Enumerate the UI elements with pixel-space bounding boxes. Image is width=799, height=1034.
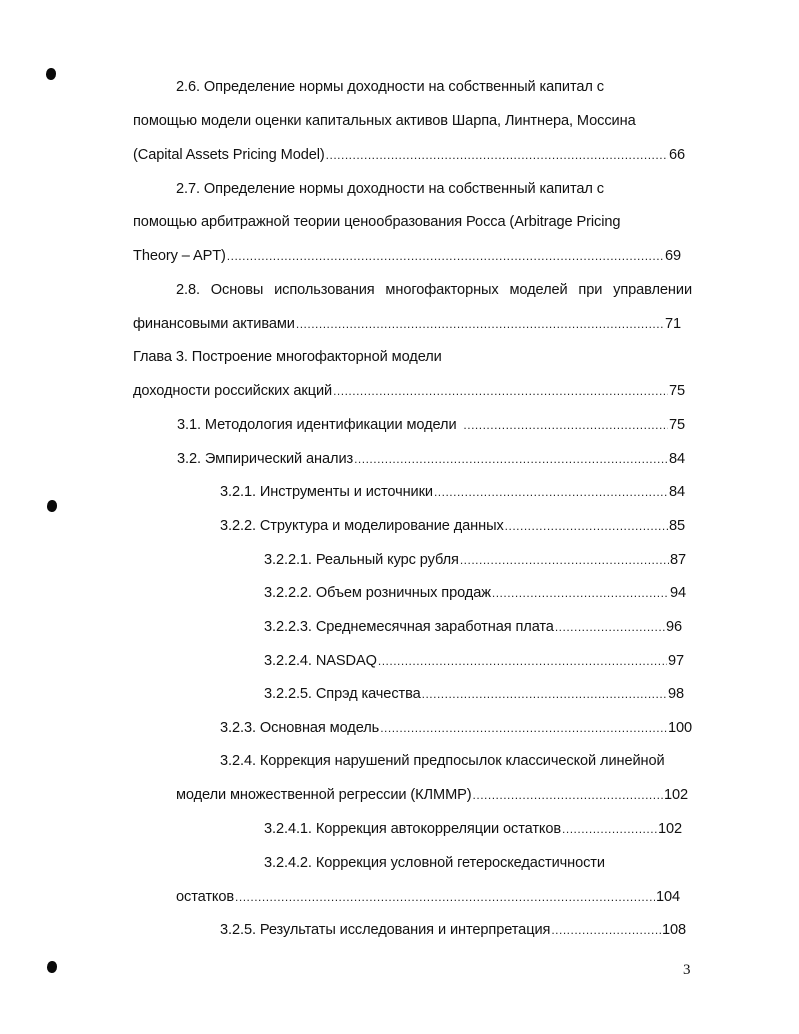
toc-page-number: 75 (668, 383, 685, 399)
toc-entry-label: финансовыми активами (133, 316, 295, 332)
toc-entry-label: 3.2.2.3. Среднемесячная заработная плата (264, 619, 554, 635)
toc-entry-label: 3.2.2.5. Спрэд качества (264, 686, 421, 702)
leader-dots (562, 820, 657, 838)
toc-entry-2-6-line-2: помощью модели оценки капитальных активов Шарпа, Линтнера, Моссина (133, 113, 636, 129)
toc-page-number: 69 (664, 248, 681, 264)
toc-entry-3-2-4-line-1: 3.2.4. Коррекция нарушений предпосылок классической линейной (220, 753, 665, 769)
leader-dots (463, 416, 668, 434)
toc-page-number: 71 (664, 316, 681, 332)
toc-entry-label: 3.1. Методология идентификации модели (177, 417, 457, 433)
leader-dots (227, 247, 664, 265)
toc-entry-label: 3.2.2.1. Реальный курс рубля (264, 552, 459, 568)
toc-entry-label: 3.2.2.2. Объем розничных продаж (264, 585, 491, 601)
toc-page-number: 84 (668, 451, 685, 467)
punch-hole-mark-bottom (47, 961, 57, 973)
toc-entry-2-6-line-1: 2.6. Определение нормы доходности на собственный капитал с (176, 79, 604, 95)
toc-entry-2-8-line-1: 2.8. Основы использования многофакторных моделей при управлении (176, 282, 692, 298)
toc-entry-3-1 (177, 416, 685, 434)
toc-entry-3-2-2-1 (264, 551, 686, 569)
toc-entry-label: Theory – APT) (133, 248, 226, 264)
toc-entry-2-7-line-2: помощью арбитражной теории ценообразования Росса (Arbitrage Pricing (133, 214, 621, 230)
toc-entry-label: остатков (176, 889, 235, 905)
toc-entry-3-2-1 (220, 483, 685, 501)
toc-entry-label: доходности российских акций (133, 383, 333, 399)
leader-dots (378, 652, 667, 670)
toc-entry-label: 3.2.1. Инструменты и источники (220, 484, 433, 500)
toc-entry-label: модели множественной регрессии (КЛММР) (176, 787, 472, 803)
toc-page-number: 102 (663, 787, 688, 803)
toc-entry-3-2-2-2 (264, 584, 686, 602)
toc-entry-3-2-4-2-line-1: 3.2.4.2. Коррекция условной гетероскедастичности (264, 855, 605, 871)
leader-dots (434, 483, 668, 501)
leader-dots (380, 719, 667, 737)
toc-entry-2-8-last-line (133, 315, 681, 333)
toc-page-number: 94 (669, 585, 686, 601)
toc-entry-label: 3.2. Эмпирический анализ (177, 451, 354, 467)
toc-chapter-3-title: Глава 3. Построение многофакторной модели (133, 349, 442, 365)
leader-dots (473, 786, 663, 804)
leader-dots (296, 315, 664, 333)
leader-dots (551, 921, 661, 939)
toc-entry-3-2-2 (220, 517, 685, 535)
leader-dots (354, 450, 668, 468)
toc-page-number: 97 (667, 653, 684, 669)
toc-entry-label: 3.2.5. Результаты исследования и интерпретация (220, 922, 551, 938)
toc-entry-3-2-2-3 (264, 618, 682, 636)
toc-page-number: 75 (668, 417, 685, 433)
leader-dots (333, 382, 668, 400)
toc-entry-label: 3.2.4.1. Коррекция автокорреляции остатков (264, 821, 562, 837)
leader-dots (492, 584, 669, 602)
leader-dots (326, 146, 668, 164)
leader-dots (460, 551, 669, 569)
toc-entry-3-2-4-2-last-line (176, 888, 680, 906)
toc-page-number: 100 (667, 720, 692, 736)
toc-entry-3-2 (177, 450, 685, 468)
toc-page-number: 108 (661, 922, 686, 938)
toc-entry-3-2-4-1 (264, 820, 682, 838)
toc-entry-label: 3.2.2. Структура и моделирование данных (220, 518, 504, 534)
leader-dots (422, 685, 667, 703)
punch-hole-mark-top (46, 68, 56, 80)
toc-entry-3-2-3 (220, 719, 692, 737)
toc-entry-label: 3.2.3. Основная модель (220, 720, 380, 736)
toc-page-number: 85 (668, 518, 685, 534)
page-number: 3 (683, 962, 691, 978)
toc-chapter-3-last-line (133, 382, 685, 400)
leader-dots (235, 888, 655, 906)
toc-entry-3-2-2-5 (264, 685, 684, 703)
toc-page-number: 84 (668, 484, 685, 500)
toc-entry-3-2-5 (220, 921, 686, 939)
toc-entry-label: 3.2.2.4. NASDAQ (264, 653, 377, 669)
toc-page-number: 87 (669, 552, 686, 568)
toc-entry-2-6-last-line (133, 146, 685, 164)
toc-entry-label: (Capital Assets Pricing Model) (133, 147, 325, 163)
punch-hole-mark-middle (47, 500, 57, 512)
toc-page-number: 96 (665, 619, 682, 635)
toc-page-number: 66 (668, 147, 685, 163)
toc-entry-3-2-2-4 (264, 652, 684, 670)
toc-entry-2-7-line-1: 2.7. Определение нормы доходности на собственный капитал с (176, 181, 604, 197)
leader-dots (505, 517, 668, 535)
toc-entry-2-7-last-line (133, 247, 681, 265)
toc-entry-3-2-4-last-line (176, 786, 688, 804)
toc-page-number: 98 (667, 686, 684, 702)
toc-page-number: 104 (655, 889, 680, 905)
leader-dots (555, 618, 665, 636)
toc-page-number: 102 (657, 821, 682, 837)
